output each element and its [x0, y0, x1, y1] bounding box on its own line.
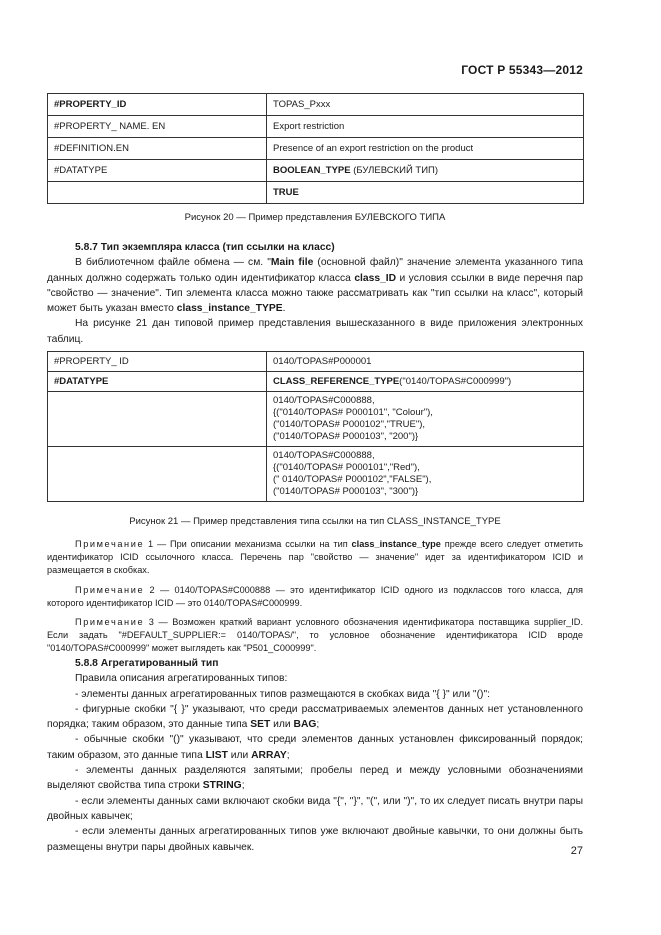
text-run: ;: [241, 780, 245, 792]
cell-line: 0140/TOPAS#C000888,: [273, 395, 375, 406]
table-row: [48, 447, 584, 502]
text-run: ARRAY: [251, 749, 287, 761]
text-run: BAG: [293, 719, 317, 731]
table-cell: #DATATYPE: [48, 372, 267, 392]
cell-line: ("0140/TOPAS# P000103", "300")}: [273, 486, 419, 497]
note-label: Примечание: [75, 539, 145, 549]
note: [47, 538, 583, 578]
table-cell: TRUE: [267, 182, 584, 204]
table-row: [48, 372, 584, 392]
table-cell: [48, 447, 267, 502]
notes-block: [47, 538, 583, 662]
text-run: или: [227, 749, 252, 761]
text-run: - элементы данных разделяются запятыми; пробелы перед и между условными обозначениями выделяют свойства типа строки: [47, 765, 583, 792]
paragraph: Правила описания агрегатированных типов:: [75, 673, 288, 685]
table-cell: [267, 372, 584, 392]
table-cell: #DEFINITION.EN: [48, 138, 267, 160]
text-run: или: [270, 719, 294, 731]
datatype-name: BOOLEAN_TYPE: [273, 164, 351, 176]
datatype-suffix: ("0140/TOPAS#C000999"): [399, 375, 512, 387]
table-row: [48, 116, 584, 138]
text-run: Main file: [270, 257, 314, 269]
text-run: В библиотечном файле обмена — см. ": [75, 257, 271, 269]
section-heading: 5.8.8 Агрегатированный тип: [75, 658, 219, 669]
table-row: [48, 392, 584, 447]
table-row: [48, 94, 584, 116]
table-cell: #DATATYPE: [48, 160, 267, 182]
text-run: - обычные скобки "()" указывают, что среди элементов данных установлен фиксированный порядок; таким образом, это данные типа: [47, 734, 583, 761]
datatype-suffix: (БУЛЕВСКИЙ ТИП): [350, 164, 439, 176]
figure-caption: Рисунок 21 — Пример представления типа ссылки на тип CLASS_INSTANCE_TYPE: [129, 516, 501, 527]
text-run: LIST: [205, 749, 228, 761]
table-row: [48, 160, 584, 182]
table-cell: #PROPERTY_ID: [48, 94, 267, 116]
text-run: STRING: [202, 780, 242, 792]
table-cell: Presence of an export restriction on the product: [267, 138, 584, 160]
list-item: - если элементы данных сами включают скобки вида "{", "}", "(", или ")", то их следует писать внутри пары двойных кавычек;: [47, 795, 583, 822]
table-cell: TOPAS_Pxxx: [267, 94, 584, 116]
note-label: Примечание: [75, 617, 145, 628]
cell-line: ("0140/TOPAS# P000102","TRUE"),: [273, 419, 426, 430]
text-run: class_instance_TYPE: [176, 303, 283, 315]
text-run: 2 — 0140/TOPAS#C000888 — это идентификатор ICID одного из подклассов того класса, для которого идентификатор ICID — это 0140/TOPAS#C000999.: [47, 584, 583, 608]
text-run: class_ID: [354, 272, 397, 284]
table-cell: [48, 182, 267, 204]
text-run: (основной файл)" значение элемента указанного типа данных должно содержать только один идентификатор класса: [47, 257, 584, 284]
text-run: SET: [250, 719, 271, 731]
cell-line: {("0140/TOPAS# P000101","Red"),: [273, 462, 420, 473]
figure-caption: Рисунок 20 — Пример представления БУЛЕВСКОГО ТИПА: [184, 212, 446, 223]
paragraph: [47, 255, 583, 316]
table-cell: [48, 392, 267, 447]
text-run: 1 — При описании механизма ссылки на тип: [144, 539, 352, 549]
table-row: [48, 138, 584, 160]
section-heading: 5.8.7 Тип экземпляра класса (тип ссылки на класс): [75, 242, 335, 253]
table-cell: Export restriction: [267, 116, 584, 138]
list-item: [47, 702, 583, 733]
table-cell: [267, 160, 584, 182]
section-5-8-7: [47, 240, 583, 347]
cell-line: {("0140/TOPAS# P000101", "Colour"),: [273, 407, 433, 418]
text-run: и условия ссылки в виде перечня пар "свойство — значение". Тип элемента класса можно также рассматривать как "тип ссылки на класс", который может быть указан вместо: [47, 272, 583, 315]
table-cell: #PROPERTY_ ID: [48, 352, 267, 372]
page-number: 27: [570, 845, 583, 857]
cell-line: ("0140/TOPAS# P000103", "200")}: [273, 431, 419, 442]
text-run: ;: [286, 749, 290, 761]
list-item: [47, 763, 583, 794]
table-row: [48, 352, 584, 372]
table-cell: [267, 392, 584, 447]
list-item: - если элементы данных агрегатированных типов уже включают двойные кавычки, то они должны быть размещены внутри пары двойных кавычек.: [47, 826, 583, 853]
list-item: [47, 732, 583, 763]
text-run: ;: [316, 719, 320, 731]
table-row: [48, 182, 584, 204]
cell-line: (" 0140/TOPAS# P000102","FALSE"),: [273, 474, 432, 485]
text-run: - фигурные скобки "{ }" указывают, что среди рассматриваемых элементов данных нет установленного порядка; таким образом, это данные типа: [47, 703, 583, 731]
list-item: - элементы данных агрегатированных типов размещаются в скобках вида "{ }" или "()":: [75, 688, 490, 700]
text-run: 3 — Возможен краткий вариант условного обозначения идентификатора поставщика supplier_ID. Если задать "#DEFAULT_SUPPLIER:= 0140/TOPAS/", то условное обозначение идентификатора ICID вроде "0140/TOPAS#C000999" может выглядеть как "P501_C000999".: [47, 617, 583, 654]
class-reference-table: [47, 351, 584, 502]
note: [47, 584, 583, 610]
cell-line: 0140/TOPAS#C000888,: [273, 450, 375, 461]
note: [47, 616, 583, 656]
section-5-8-8: [47, 656, 583, 855]
note-label: Примечание: [75, 584, 145, 595]
text-run: .: [282, 303, 286, 315]
paragraph: На рисунке 21 дан типовой пример представления вышесказанного в виде приложения электронных таблиц.: [47, 318, 583, 345]
table-cell: [267, 447, 584, 502]
text-run: прежде всего следует отметить идентификатор ICID ссылочного класса. Перечень пар "свойство — значение" идет за идентификатором ICID и размещается в скобках.: [47, 539, 583, 576]
standard-header: ГОСТ Р 55343—2012: [461, 63, 583, 77]
datatype-name: CLASS_REFERENCE_TYPE: [273, 375, 400, 387]
text-run: class_instance_type: [351, 539, 441, 549]
table-cell: #PROPERTY_ NAME. EN: [48, 116, 267, 138]
table-cell: 0140/TOPAS#P000001: [267, 352, 584, 372]
boolean-type-table: [47, 93, 584, 204]
